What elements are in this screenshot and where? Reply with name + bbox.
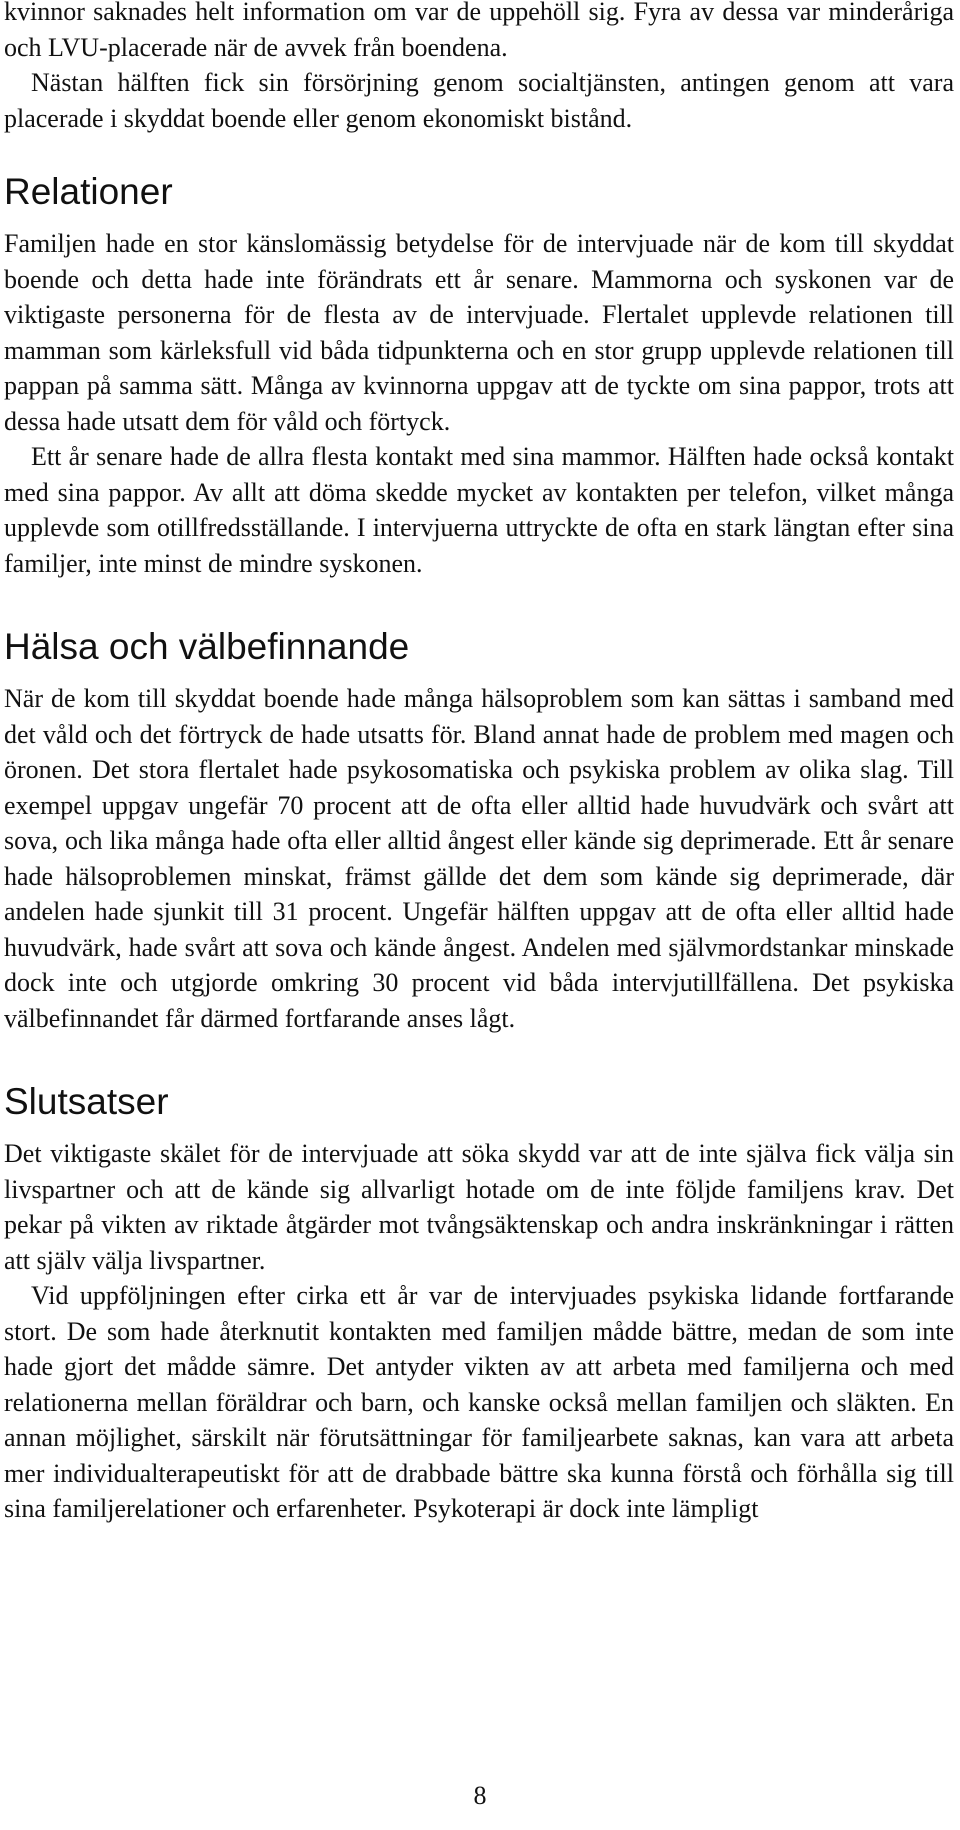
page-content [4, 0, 954, 1527]
section-heading-halsa: Hälsa och välbefinnande [4, 626, 410, 667]
intro-paragraph-1: kvinnor saknades helt information om var de uppehöll sig. Fyra av dessa var minderåriga och LVU-placerade när de avvek från boendena. [4, 0, 954, 62]
slutsatser-paragraph-1: Det viktigaste skälet för de intervjuade att söka skydd var att de inte själva fick välja sin livspartner och att de kände sig allvarligt hotade om de inte följde familjens krav. Det pekar på vikten av riktade åtgärder mot tvångsäktenskap och andra inskränkningar i rätten att själv välja livspartner. [4, 1139, 954, 1275]
halsa-paragraph-1: När de kom till skyddat boende hade många hälsoproblem som kan sättas i samband med det våld och det förtryck de hade utsatts för. Bland annat hade de problem med magen och öronen. Det stora flertalet hade psykosomatiska och psykiska problem av olika slag. Till exempel uppgav ungefär 70 procent att de ofta eller alltid hade huvudvärk och svårt att sova, och lika många hade ofta eller alltid ångest eller kände sig deprimerade. Ett år senare hade hälsoproblemen minskat, främst gällde det dem som kände sig deprimerade, där andelen hade sjunkit till 31 procent. Ungefär hälften uppgav att de ofta eller alltid hade huvudvärk, hade svårt att sova och kände ångest. Andelen med självmordstankar minskade dock inte och utgjorde omkring 30 procent vid båda intervjutillfällena. Det psykiska välbefinnandet får därmed fortfarande anses lågt. [4, 684, 954, 1033]
slutsatser-paragraph-2: Vid uppföljningen efter cirka ett år var de intervjuades psykiska lidande fortfarande stort. De som hade återknutit kontakten med familjen mådde bättre, medan de som inte hade gjort det mådde sämre. Det antyder vikten av att arbeta med familjerna och med relationerna mellan föräldrar och barn, och kanske också mellan familjen och släkten. En annan möjlighet, särskilt när förutsättningar för familjearbete saknas, kan vara att arbeta mer individualterapeutiskt för att de drabbade bättre ska kunna förstå och förhålla sig till sina familjerelationer och erfarenheter. Psykoterapi är dock inte lämpligt [4, 1281, 954, 1523]
relationer-paragraph-1: Familjen hade en stor känslomässig betydelse för de intervjuade när de kom till skyddat boende och detta hade inte förändrats ett år senare. Mammorna och syskonen var de viktigaste personerna för de flesta av de intervjuade. Flertalet upplevde relationen till mamman som kärleksfull vid båda tidpunkterna och en stor grupp upplevde relationen till pappan på samma sätt. Många av kvinnorna uppgav att de tyckte om sina pappor, trots att dessa hade utsatt dem för våld och förtyck. [4, 229, 954, 436]
intro-paragraph-2: Nästan hälften fick sin försörjning genom socialtjänsten, antingen genom att vara placerade i skyddat boende eller genom ekonomiskt bistånd. [4, 68, 954, 133]
relationer-paragraph-2: Ett år senare hade de allra flesta kontakt med sina mammor. Hälften hade också kontakt med sina pappor. Av allt att döma skedde mycket av kontakten per telefon, vilket många upplevde som otillfredsställande. I intervjuerna uttryckte de ofta en stark längtan efter sina familjer, inte minst de mindre syskonen. [4, 442, 954, 578]
page-number: 8 [473, 1781, 487, 1810]
section-heading-slutsatser: Slutsatser [4, 1081, 169, 1122]
section-heading-relationer: Relationer [4, 171, 173, 212]
